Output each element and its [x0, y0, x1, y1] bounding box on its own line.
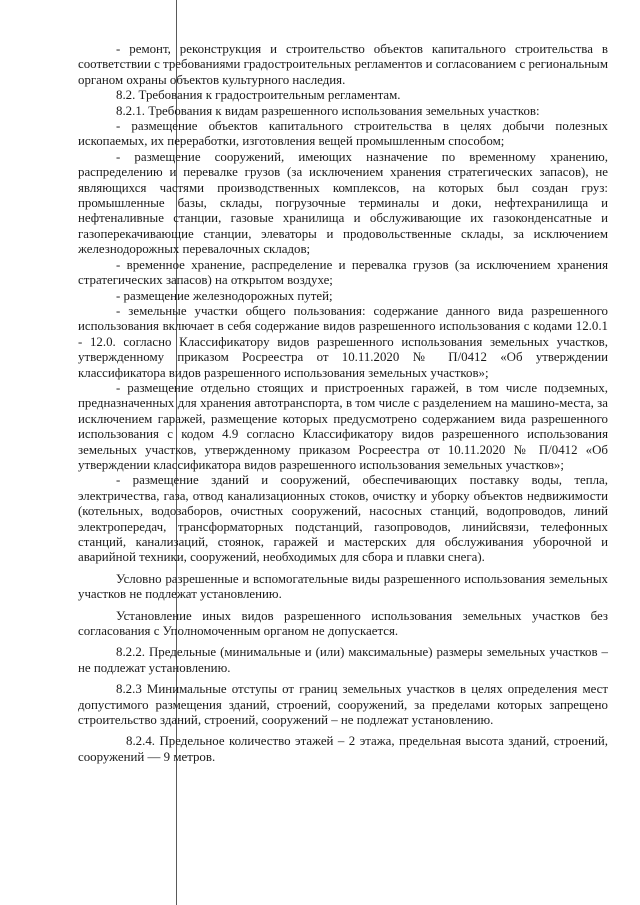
paragraph-storage-structures: - размещение сооружений, имеющих назначение по временному хранению, распределению и перевалке грузов (за исключением хранения стратегических запасов), не являющихся частями производственных комплексов, на которых был создан груз: промышленные базы, склады, погрузочные терминалы и доки, нефтехранилища и нефтеналивные станции, газовые хранилища и обслуживающие их газоконденсатные и газоперекачивающие станции, элеваторы и продовольственные склады, за исключением железнодорожных перевалочных складов;	[78, 149, 608, 257]
paragraph-utilities: - размещение зданий и сооружений, обеспечивающих поставку воды, тепла, электричества, газа, отвод канализационных стоков, очистку и уборку объектов недвижимости (котельных, водозаборов, очистных сооружений, насосных станций, водопроводов, линий электропередач, трансформаторных подстанций, газопроводов, линийсвязи, телефонных станций, канализаций, стоянок, гаражей и мастерских для обслуживания уборочной и аварийной техники, сооружений, необходимых для сбора и плавки снега).	[78, 473, 608, 565]
paragraph-8-2-4: 8.2.4. Предельное количество этажей – 2 этажа, предельная высота зданий, строений, сооружений — 9 метров.	[78, 734, 608, 764]
paragraph-public-land: - земельные участки общего пользования: содержание данного вида разрешенного использования включает в себя содержание видов разрешенного использования с кодами 12.0.1 - 12.0. согласно Классификатору видов разрешенного использования земельных участков, утвержденному приказом Росреестра от 10.11.2020 № П/0412 «Об утверждении классификатора видов разрешенного использования земельных участков»;	[78, 303, 608, 380]
paragraph-garages: - размещение отдельно стоящих и пристроенных гаражей, в том числе подземных, предназначенных для хранения автотранспорта, в том числе с разделением на машино-места, за исключением гаражей, размещение которых предусмотрено содержанием вида разрешенного использования с кодом 4.9 согласно Классификатору видов разрешенного использования земельных участков, утвержденному приказом Росреестра от 10.11.2020 № П/0412 «Об утверждении классификатора видов разрешенного использования земельных участков»;	[78, 380, 608, 472]
paragraph-railways: - размещение железнодорожных путей;	[116, 288, 333, 303]
paragraph-8-2-2: 8.2.2. Предельные (минимальные и (или) максимальные) размеры земельных участков – не подлежат установлению.	[78, 645, 608, 675]
paragraph-conditional-uses: Условно разрешенные и вспомогательные виды разрешенного использования земельных участков не подлежат установлению.	[78, 571, 608, 602]
paragraph-other-uses: Установление иных видов разрешенного использования земельных участков без согласования с Уполномоченным органом не допускается.	[78, 608, 608, 639]
paragraph-open-air-storage: - временное хранение, распределение и перевалка грузов (за исключением хранения стратегических запасов) на открытом воздухе;	[78, 257, 608, 288]
paragraph-8-2-heading: 8.2. Требования к градостроительным регламентам.	[116, 88, 401, 103]
paragraph-8-2-3: 8.2.3 Минимальные отступы от границ земельных участков в целях определения мест допустимого размещения зданий, строений, сооружений, за пределами которых запрещено строительство зданий, строений, сооружений – не подлежат установлению.	[78, 682, 608, 728]
paragraph-mining: - размещение объектов капитального строительства в целях добычи полезных ископаемых, их переработки, изготовления вещей промышленным способом;	[78, 119, 608, 149]
paragraph-repair: - ремонт, реконструкция и строительство объектов капитального строительства в соответствии с требованиями градостроительных регламентов и согласованием с региональным органом охраны объектов культурного наследия.	[78, 42, 608, 87]
paragraph-8-2-1-heading: 8.2.1. Требования к видам разрешенного использования земельных участков:	[116, 103, 540, 118]
document-body	[78, 42, 608, 765]
